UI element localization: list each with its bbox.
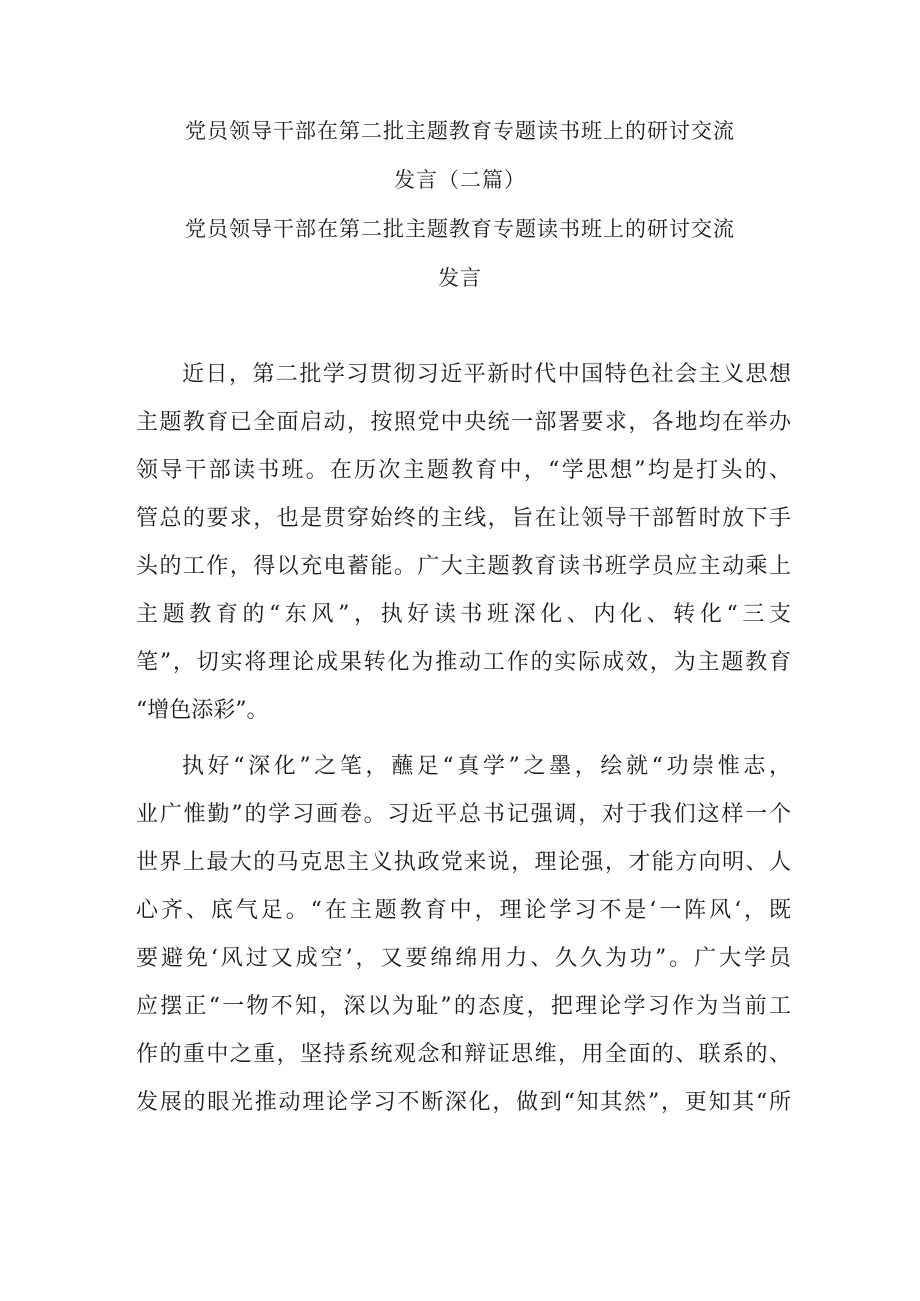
body-paragraph-1 — [136, 351, 791, 735]
paragraph-line: 心齐、底气足。“在主题教育中，理论学习不是‘一阵风‘，既 — [136, 898, 791, 923]
paragraph-line: 笔”，切实将理论成果转化为推动工作的实际成效，为主题教育 — [136, 650, 791, 675]
document-subtitle-line-2: 发言 — [438, 266, 482, 290]
paragraph-line: 执好“深化”之笔，蘸足“真学”之墨，绘就“功崇惟志， — [182, 754, 791, 779]
paragraph-line: “增色添彩”。 — [136, 698, 269, 723]
paragraph-line: 世界上最大的马克思主义执政党来说，理论强，才能方向明、人 — [136, 850, 791, 875]
body-paragraph-2 — [136, 743, 791, 1127]
document-title-line-2: 发言（二篇） — [394, 168, 526, 192]
paragraph-line: 管总的要求，也是贯穿始终的主线，旨在让领导干部暂时放下手 — [136, 506, 791, 531]
paragraph-line: 主题教育的“东风”，执好读书班深化、内化、转化“三支 — [136, 602, 791, 627]
paragraph-line: 发展的眼光推动理论学习不断深化，做到“知其然”，更知其“所 — [136, 1090, 791, 1115]
document-title-line-1: 党员领导干部在第二批主题教育专题读书班上的研讨交流 — [185, 119, 735, 143]
paragraph-line: 近日，第二批学习贯彻习近平新时代中国特色社会主义思想 — [182, 362, 791, 387]
document-subtitle-line-1: 党员领导干部在第二批主题教育专题读书班上的研讨交流 — [185, 217, 735, 241]
paragraph-line: 头的工作，得以充电蓄能。广大主题教育读书班学员应主动乘上 — [136, 554, 791, 579]
paragraph-line: 主题教育已全面启动，按照党中央统一部署要求，各地均在举办 — [136, 410, 791, 435]
paragraph-line: 作的重中之重，坚持系统观念和辩证思维，用全面的、联系的、 — [136, 1042, 791, 1067]
paragraph-line: 领导干部读书班。在历次主题教育中，“学思想”均是打头的、 — [136, 458, 791, 483]
paragraph-line: 业广惟勤”的学习画卷。习近平总书记强调，对于我们这样一个 — [136, 802, 791, 827]
paragraph-line: 应摆正“一物不知，深以为耻”的态度，把理论学习作为当前工 — [136, 994, 791, 1019]
paragraph-line: 要避免‘风过又成空’，又要绵绵用力、久久为功”。广大学员 — [136, 946, 791, 971]
